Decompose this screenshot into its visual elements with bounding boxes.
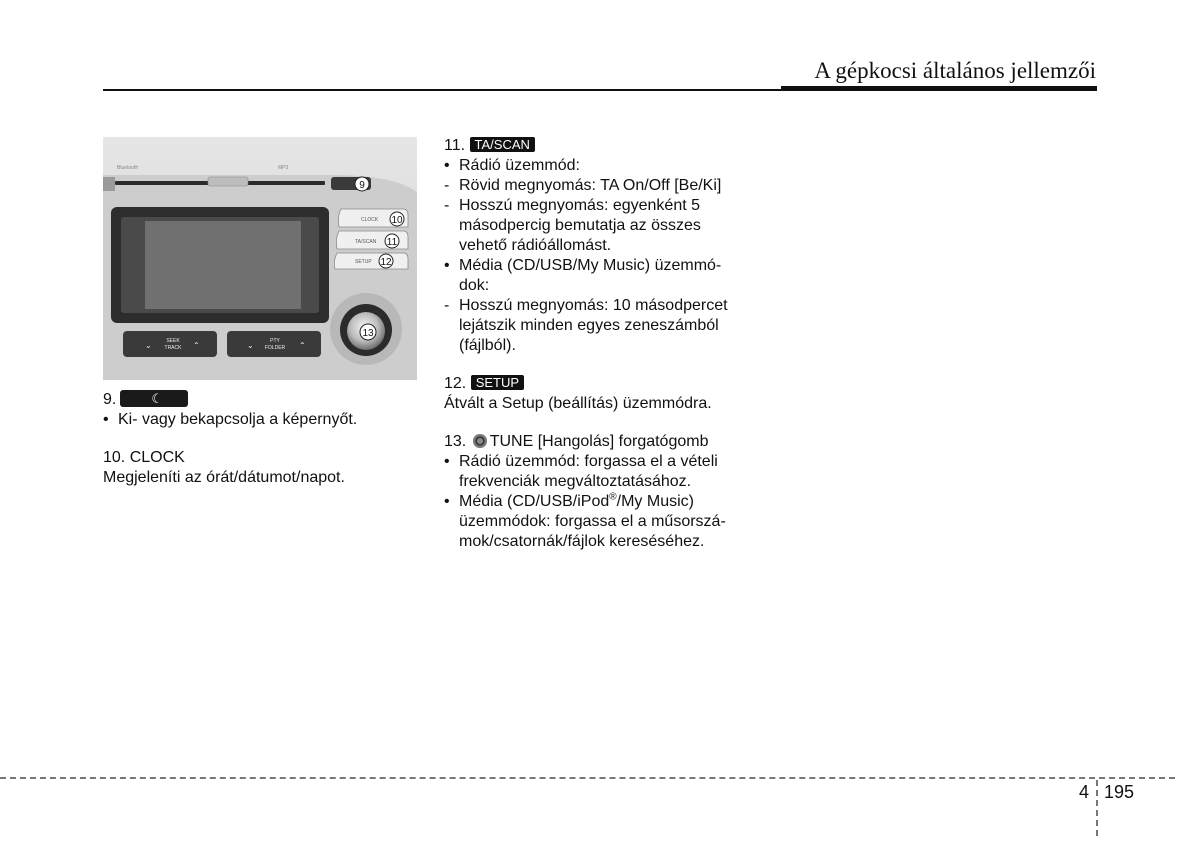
setup-button-label: SETUP [471, 375, 524, 390]
screen-off-button-icon [120, 390, 188, 407]
bullet-marker: • [444, 257, 450, 274]
left-column [103, 390, 393, 488]
footer-vertical-rule [1096, 780, 1098, 836]
svg-text:PTY: PTY [270, 338, 280, 344]
svg-text:9: 9 [359, 180, 365, 191]
item-9-text: Ki- vagy bekapcsolja a képernyőt. [118, 411, 358, 428]
svg-text:⌃: ⌃ [299, 341, 306, 350]
callout-11: 11 [386, 237, 398, 248]
head-unit-illustration [103, 137, 417, 380]
moon-icon: ☾ [151, 391, 163, 406]
item-11-dash-1 [444, 176, 757, 196]
item-12-number: 12. [444, 375, 467, 392]
item-11-line-5b: lejátszik minden egyes zeneszámból [459, 317, 719, 334]
item-12-text: Átvált a Setup (beállítás) üzemmódra. [444, 395, 712, 412]
item-11-line-3a: Hosszú megnyomás: egyenként 5 [459, 197, 701, 214]
page-number: 195 [1104, 782, 1135, 802]
bullet-marker: • [444, 493, 450, 510]
pty-folder-button-graphic [227, 331, 321, 357]
item-11-line-4a: Média (CD/USB/My Music) üzemmó- [459, 257, 722, 274]
tune-knob-icon [473, 434, 487, 448]
item-10-title: 10. CLOCK [103, 449, 185, 466]
middle-column [444, 136, 757, 552]
item-11-line-2: Rövid megnyomás: TA On/Off [Be/Ki] [459, 177, 722, 194]
chapter-number: 4 [1079, 782, 1090, 802]
item-12-heading [444, 374, 757, 394]
item-11-line-5a: Hosszú megnyomás: 10 másodpercet [459, 297, 728, 314]
dash-marker: - [444, 177, 450, 194]
item-13-number: 13. [444, 433, 467, 450]
callout-12: 12 [380, 257, 392, 268]
display-screen [145, 221, 301, 309]
mp3-label: MP3 [278, 165, 289, 171]
item-13-title: TUNE [Hangolás] forgatógomb [489, 433, 709, 450]
tascan-button-graphic [336, 231, 408, 249]
item-9-heading [103, 390, 393, 410]
item-13-line-1b: frekvenciák megváltoztatásához. [459, 473, 692, 490]
callout-10: 10 [391, 215, 403, 226]
item-11-line-4b: dok: [459, 277, 490, 294]
item-13-line-2a: Média (CD/USB/iPod®/My Music) [459, 491, 694, 510]
item-9-bullet [103, 410, 393, 430]
item-11-line-1: Rádió üzemmód: [459, 157, 580, 174]
svg-text:TA/SCAN: TA/SCAN [355, 239, 377, 245]
tune-knob-graphic [330, 293, 402, 365]
item-11-number: 11. [444, 137, 466, 154]
setup-button-graphic [334, 253, 408, 269]
item-11-line-5c: (fájlból). [459, 337, 516, 354]
item-13-line-2c: mok/csatornák/fájlok kereséséhez. [459, 533, 705, 550]
item-11-dash-2 [444, 196, 757, 256]
item-11-line-3b: másodpercig bemutatja az összes [459, 217, 701, 234]
svg-text:⌄: ⌄ [247, 341, 254, 350]
svg-text:FOLDER: FOLDER [264, 345, 286, 351]
item-13-bullet-1 [444, 452, 757, 492]
svg-text:CLOCK: CLOCK [361, 217, 379, 223]
callout-13: 13 [362, 328, 374, 339]
item-11-bullet-1 [444, 156, 757, 176]
clock-button-graphic [338, 209, 408, 227]
item-11-heading [444, 136, 757, 156]
svg-text:SETUP: SETUP [355, 259, 372, 265]
head-unit-figure [103, 137, 417, 380]
dash-marker: - [444, 197, 450, 214]
item-13-line-2b: üzemmódok: forgassa el a műsorszá- [459, 513, 726, 530]
page-header-title: A gépkocsi általános jellemzői [814, 58, 1096, 83]
svg-text:TRACK: TRACK [164, 345, 182, 351]
tascan-button-label: TA/SCAN [470, 137, 535, 152]
item-9-number: 9. [103, 391, 117, 408]
callout-9 [355, 177, 369, 191]
item-13-line-1a: Rádió üzemmód: forgassa el a vételi [459, 453, 718, 470]
footer-dashed-rule [0, 777, 1175, 779]
item-13-bullet-2 [444, 492, 757, 552]
bluetooth-label: Bluetooth [117, 165, 139, 171]
bullet-marker: • [444, 157, 450, 174]
seek-track-button-graphic [123, 331, 217, 357]
item-11-bullet-2 [444, 256, 757, 296]
item-11-line-3c: vehető rádióállomást. [459, 237, 612, 254]
dash-marker: - [444, 297, 450, 314]
svg-text:SEEK: SEEK [166, 338, 180, 344]
item-10-text: Megjeleníti az órát/dátumot/napot. [103, 469, 345, 486]
bullet-marker: • [103, 411, 109, 428]
item-13-heading [444, 432, 757, 452]
header-rule-accent [781, 86, 1097, 91]
item-11-dash-3 [444, 296, 757, 356]
svg-text:⌃: ⌃ [193, 341, 200, 350]
svg-text:⌄: ⌄ [145, 341, 152, 350]
bullet-marker: • [444, 453, 450, 470]
